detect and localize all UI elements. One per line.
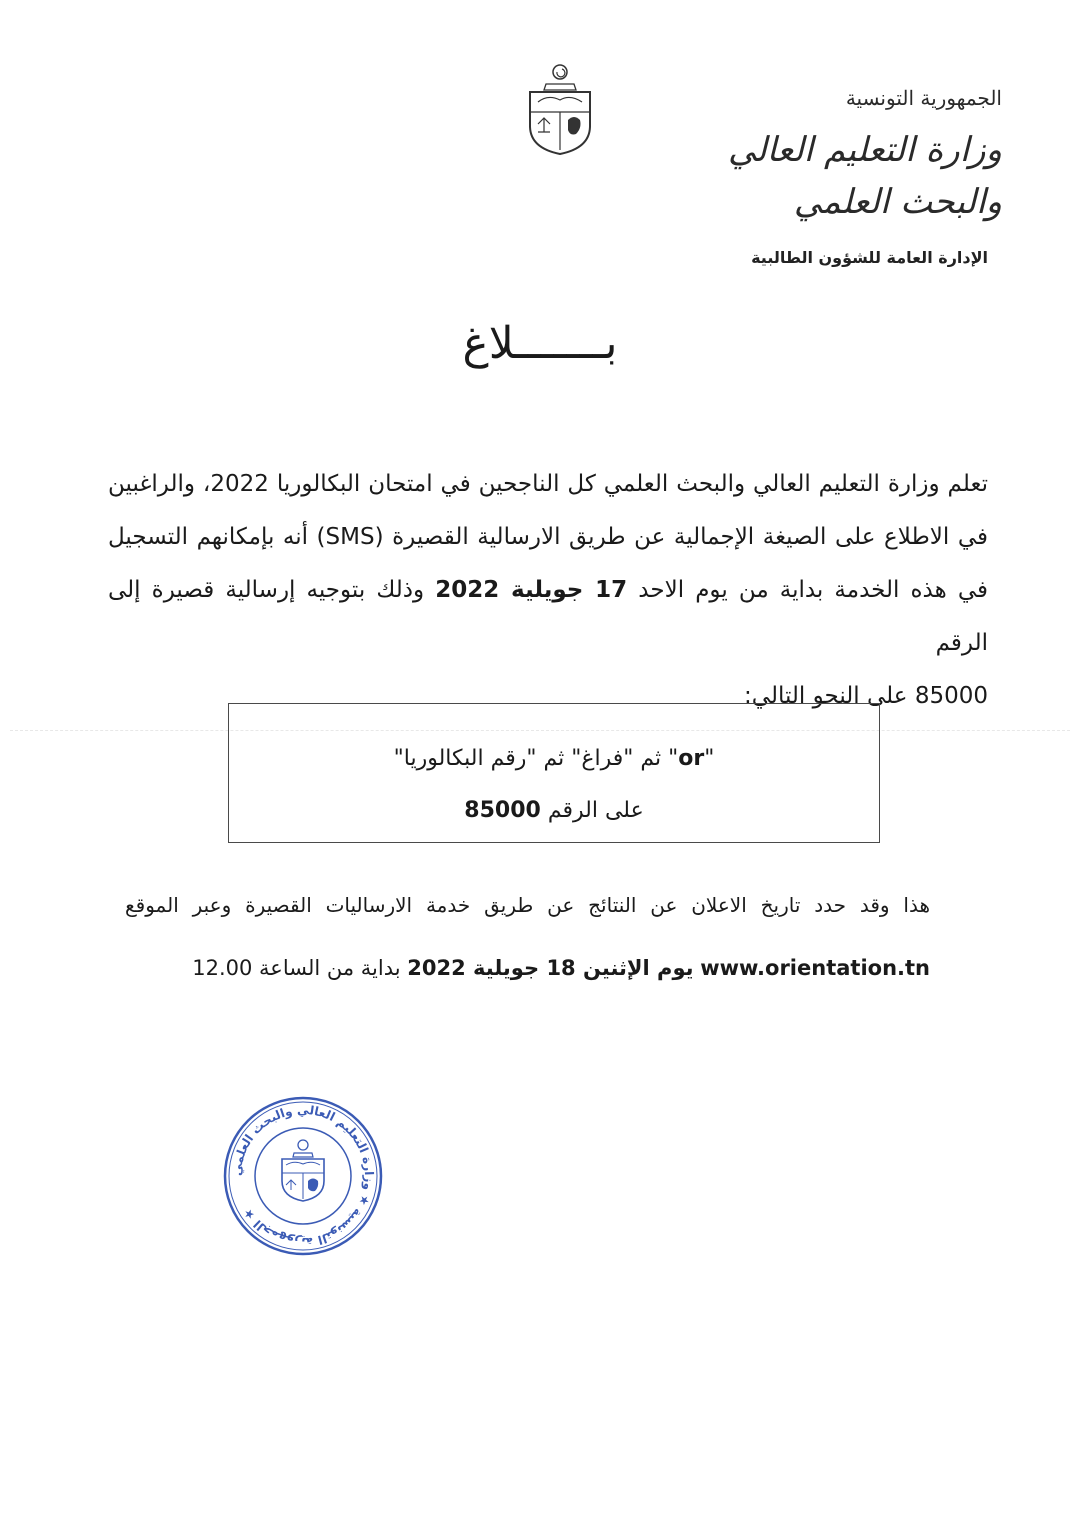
coat-of-arms-emblem: [522, 62, 598, 158]
sms-number-line: [229, 798, 879, 823]
sms-quote-open: ": [704, 746, 715, 771]
results-date: يوم الإثنين 18 جويلية 2022: [407, 956, 694, 980]
body-line-3-part1: في هذه الخدمة بداية من يوم الاحد: [638, 577, 989, 603]
sms-format-rest: " ثم "فراغ" ثم "رقم البكالوريا": [393, 746, 679, 771]
notice-title: [0, 318, 1080, 369]
directorate-name: الإدارة العامة للشؤون الطالبية: [751, 248, 988, 267]
sms-instruction-box: [228, 703, 880, 843]
body-line-3-part2: وذلك بتوجيه إرسالية قصيرة إلى الرقم: [108, 577, 988, 656]
results-website: www.orientation.tn: [700, 956, 930, 980]
results-announcement-line2: [125, 956, 930, 980]
body-line-4: 85000 على النحو التالي:: [744, 683, 988, 709]
registration-start-date: 17 جويلية 2022: [435, 577, 628, 603]
svg-text:الجمهورية التونسية ★ وزارة الت: الجمهورية التونسية ★ وزارة التعليم العالي والبحث العلمي ★: [229, 1102, 377, 1250]
official-stamp: [222, 1095, 384, 1257]
republic-name: الجمهورية التونسية: [845, 86, 1002, 110]
sms-format-line: [229, 746, 879, 771]
sms-number: 85000: [464, 798, 541, 823]
body-line-2: في الاطلاع على الصيغة الإجمالية عن طريق الارسالية القصيرة (SMS) أنه بإمكانهم التسجيل: [108, 524, 988, 550]
announcement-body: [108, 458, 988, 723]
body-line-3: [108, 564, 988, 670]
sms-keyword: or: [678, 746, 705, 771]
body-line-1: تعلم وزارة التعليم العالي والبحث العلمي كل الناجحين في امتحان البكالوريا 2022، والراغبين: [108, 471, 988, 497]
results-time: بداية من الساعة 12.00: [192, 956, 401, 980]
notice-title-text: بـــــــلاغ: [462, 318, 618, 369]
sms-number-label: على الرقم: [547, 798, 644, 823]
ministry-name-line1: وزارة التعليم العالي: [727, 130, 1002, 170]
ministry-name: [702, 124, 1002, 228]
results-announcement-line1: هذا وقد حدد تاريخ الاعلان عن النتائج عن طريق خدمة الارساليات القصيرة وعبر الموقع: [125, 893, 930, 917]
ministry-name-line2: والبحث العلمي: [793, 182, 1002, 222]
